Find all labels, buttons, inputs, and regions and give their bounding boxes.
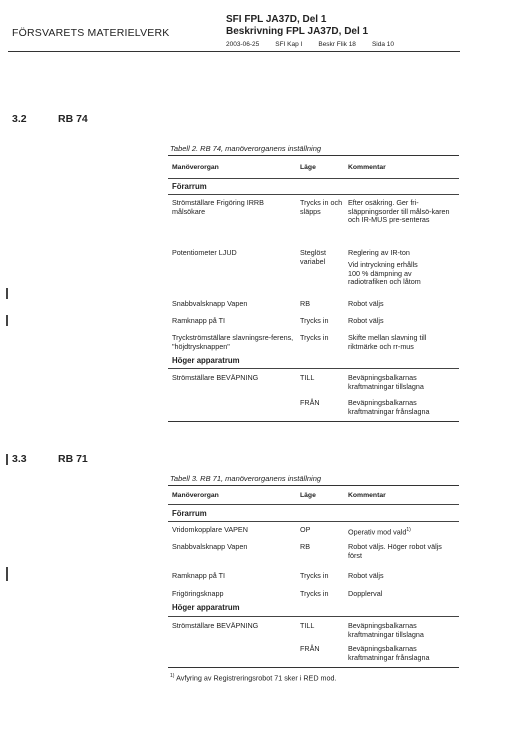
table-caption: Tabell 2. RB 74, manöverorganens inställning bbox=[170, 144, 322, 153]
table-caption: Tabell 3. RB 71, manöverorganens inställning bbox=[170, 474, 322, 483]
column-header: Manöverorgan bbox=[172, 164, 219, 171]
page-number: Sida 10 bbox=[371, 41, 394, 48]
table-cell: RB bbox=[300, 542, 310, 551]
table-cell: Trycks in bbox=[300, 571, 329, 580]
table-rule bbox=[168, 368, 459, 369]
table-rb71 bbox=[168, 485, 459, 670]
table-cell: Tryckströmställare slavningsre-ferens, "höjdtrysknappen" bbox=[172, 333, 294, 351]
table-cell: Trycks in och släpps bbox=[300, 198, 343, 216]
table-cell: OP bbox=[300, 525, 311, 534]
table-cell: Beväpningsbalkarnas kraftmatningar frånslagna bbox=[348, 398, 430, 416]
column-header: Läge bbox=[300, 164, 316, 171]
table-cell: TILL bbox=[300, 373, 315, 382]
table-cell: Strömställare BEVÄPNING bbox=[172, 373, 259, 382]
table-rule bbox=[168, 194, 459, 195]
footnote-text: Avfyring av Registreringsrobot 71 sker i RED mod. bbox=[176, 673, 337, 683]
table-cell: Steglöst variabel bbox=[300, 248, 326, 266]
table-cell: Beväpningsbalkarnas kraftmatningar tillslagna bbox=[348, 373, 424, 391]
table-cell-text: Operativ mod vald bbox=[348, 527, 407, 537]
table-cell: Snabbvalsknapp Vapen bbox=[172, 542, 248, 551]
document-tab: Beskr Flik 18 bbox=[318, 41, 356, 48]
document-title: SFI FPL JA37D, Del 1 bbox=[226, 14, 327, 25]
document-chapter: SFI Kap I bbox=[275, 41, 303, 48]
change-bar bbox=[6, 454, 8, 465]
section-number: 3.3 bbox=[12, 453, 27, 465]
table-cell: Vridomkopplare VAPEN bbox=[172, 525, 248, 534]
table-rule bbox=[168, 504, 459, 505]
table-cell: Ramknapp på TI bbox=[172, 316, 226, 325]
table-rule bbox=[168, 521, 459, 522]
table-cell: TILL bbox=[300, 621, 315, 630]
section-number: 3.2 bbox=[12, 113, 27, 125]
table-cell: FRÅN bbox=[300, 644, 320, 653]
table-group-label: Förarrum bbox=[172, 182, 207, 191]
organization-name: FÖRSVARETS MATERIELVERK bbox=[12, 27, 170, 39]
column-header: Manöverorgan bbox=[172, 492, 219, 499]
table-cell: Frigöringsknapp bbox=[172, 589, 224, 598]
table-cell: Trycks in bbox=[300, 333, 329, 342]
table-group-label: Höger apparatrum bbox=[172, 356, 240, 365]
table-cell: FRÅN bbox=[300, 398, 320, 407]
table-cell: Strömställare Frigöring IRRB målsökare bbox=[172, 198, 264, 216]
table-cell: Strömställare BEVÄPNING bbox=[172, 621, 259, 630]
table-cell: Vid intryckning erhålls 100 % dämpning av radiotrafiken och låtom bbox=[348, 260, 421, 287]
change-bar bbox=[6, 567, 8, 581]
table-cell: Reglering av IR-ton bbox=[348, 248, 410, 257]
table-rule bbox=[168, 667, 459, 668]
section-title: RB 74 bbox=[58, 113, 88, 125]
table-cell: RB bbox=[300, 299, 310, 308]
table-cell: Efter osäkring. Ger fri-släppningsorder till målsö-karen och IR-MUS pre-senteras bbox=[348, 198, 450, 225]
table-cell: Snabbvalsknapp Vapen bbox=[172, 299, 248, 308]
footnote-ref: 1) bbox=[406, 527, 411, 533]
document-subtitle: Beskrivning FPL JA37D, Del 1 bbox=[226, 26, 369, 37]
table-cell: Robot väljs bbox=[348, 316, 384, 325]
column-header: Läge bbox=[300, 492, 316, 499]
table-cell: Trycks in bbox=[300, 316, 329, 325]
table-rule bbox=[168, 421, 459, 422]
table-cell: Ramknapp på TI bbox=[172, 571, 226, 580]
footnote-mark: 1) bbox=[170, 673, 175, 679]
footnote bbox=[170, 673, 337, 682]
table-rule bbox=[168, 485, 459, 486]
table-rule bbox=[168, 155, 459, 156]
table-cell: Robot väljs. Höger robot väljs först bbox=[348, 542, 442, 560]
table-rule bbox=[168, 178, 459, 179]
table-rb74 bbox=[168, 155, 459, 423]
table-cell: Beväpningsbalkarnas kraftmatningar tillslagna bbox=[348, 621, 424, 639]
section-title: RB 71 bbox=[58, 453, 88, 465]
table-cell: Robot väljs bbox=[348, 571, 384, 580]
document-meta bbox=[226, 41, 426, 48]
table-cell: Trycks in bbox=[300, 589, 329, 598]
table-cell: Skifte mellan slavning till riktmärke och rr-mus bbox=[348, 333, 427, 351]
table-group-label: Förarrum bbox=[172, 509, 207, 518]
header-rule bbox=[8, 51, 460, 52]
table-group-label: Höger apparatrum bbox=[172, 603, 240, 612]
change-bar bbox=[6, 315, 8, 326]
table-rule bbox=[168, 616, 459, 617]
table-cell: Robot väljs bbox=[348, 299, 384, 308]
column-header: Kommentar bbox=[348, 492, 386, 499]
table-cell bbox=[348, 526, 411, 537]
table-cell: Beväpningsbalkarnas kraftmatningar frånslagna bbox=[348, 644, 430, 662]
table-cell: Potentiometer LJUD bbox=[172, 248, 237, 257]
document-date: 2003-06-25 bbox=[226, 41, 260, 48]
column-header: Kommentar bbox=[348, 164, 386, 171]
table-cell: Dopplerval bbox=[348, 589, 383, 598]
change-bar bbox=[6, 288, 8, 299]
